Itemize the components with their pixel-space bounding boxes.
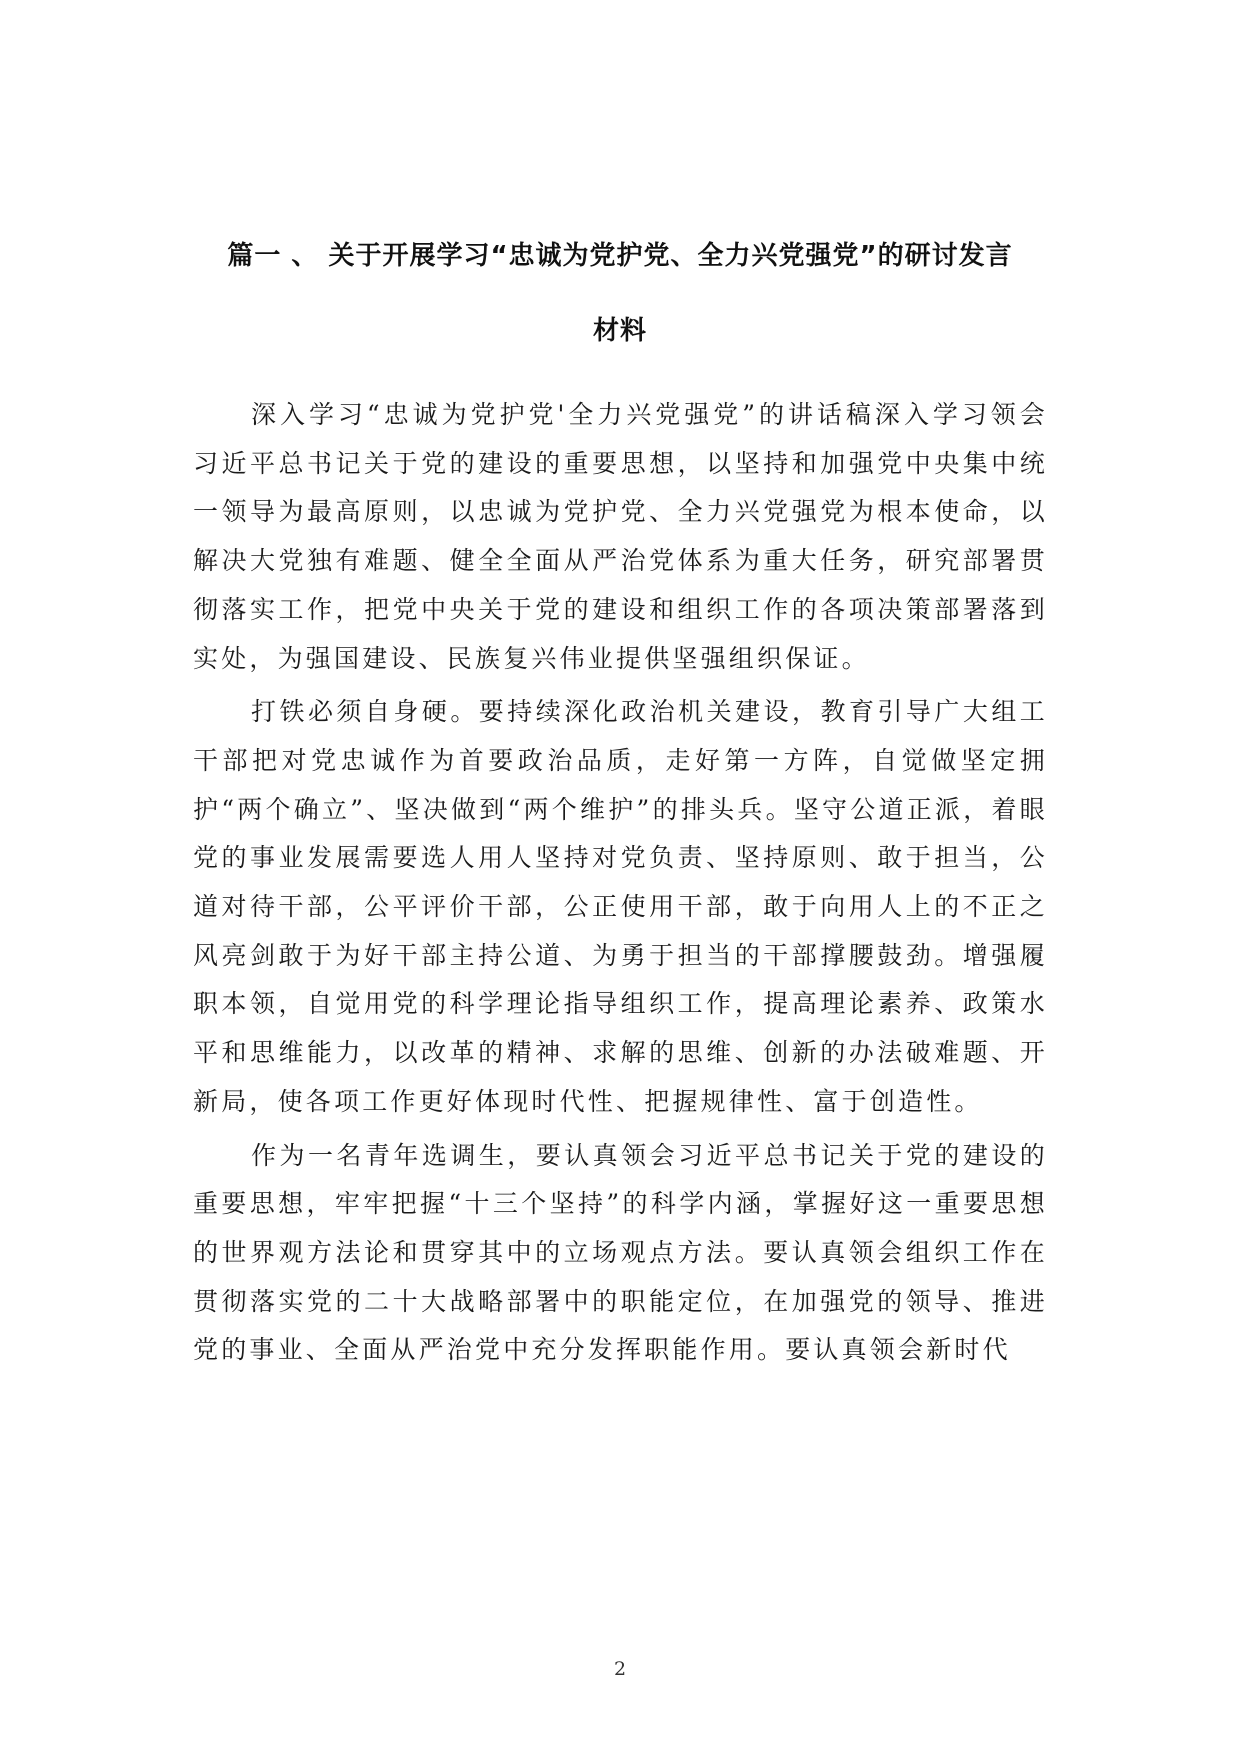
paragraph: 作为一名青年选调生，要认真领会习近平总书记关于党的建设的重要思想，牢牢把握“十三个坚持”的科学内涵，掌握好这一重要思想的世界观方法论和贯穿其中的立场观点方法。要认真领会组织工作在贯彻落实党的二十大战略部署中的职能定位，在加强党的领导、推进党的事业、全面从严治党中充分发挥职能作用。要认真领会新时代	[193, 1140, 1048, 1365]
document-title-line-1: 篇一 、 关于开展学习“忠诚为党护党、全力兴党强党”的研讨发言	[227, 241, 1013, 271]
page-number: 2	[613, 1658, 627, 1680]
document-title-line-2: 材料	[592, 316, 647, 346]
document-body	[193, 391, 1048, 1380]
paragraph: 深入学习“忠诚为党护党'全力兴党强党”的讲话稿深入学习领会习近平总书记关于党的建设的重要思想，以坚持和加强党中央集中统一领导为最高原则，以忠诚为党护党、全力兴党强党为根本使命，以解决大党独有难题、健全全面从严治党体系为重大任务，研究部署贯彻落实工作，把党中央关于党的建设和组织工作的各项决策部署落到实处，为强国建设、民族复兴伟业提供坚强组织保证。	[193, 400, 1048, 673]
paragraph: 打铁必须自身硬。要持续深化政治机关建设，教育引导广大组工干部把对党忠诚作为首要政治品质，走好第一方阵，自觉做坚定拥护“两个确立”、坚决做到“两个维护”的排头兵。坚守公道正派，着眼党的事业发展需要选人用人坚持对党负责、坚持原则、敢于担当，公道对待干部，公平评价干部，公正使用干部，敢于向用人上的不正之风亮剑敢于为好干部主持公道、为勇于担当的干部撑腰鼓劲。增强履职本领，自觉用党的科学理论指导组织工作，提高理论素养、政策水平和思维能力，以改革的精神、求解的思维、创新的办法破难题、开新局，使各项工作更好体现时代性、把握规律性、富于创造性。	[193, 697, 1048, 1116]
